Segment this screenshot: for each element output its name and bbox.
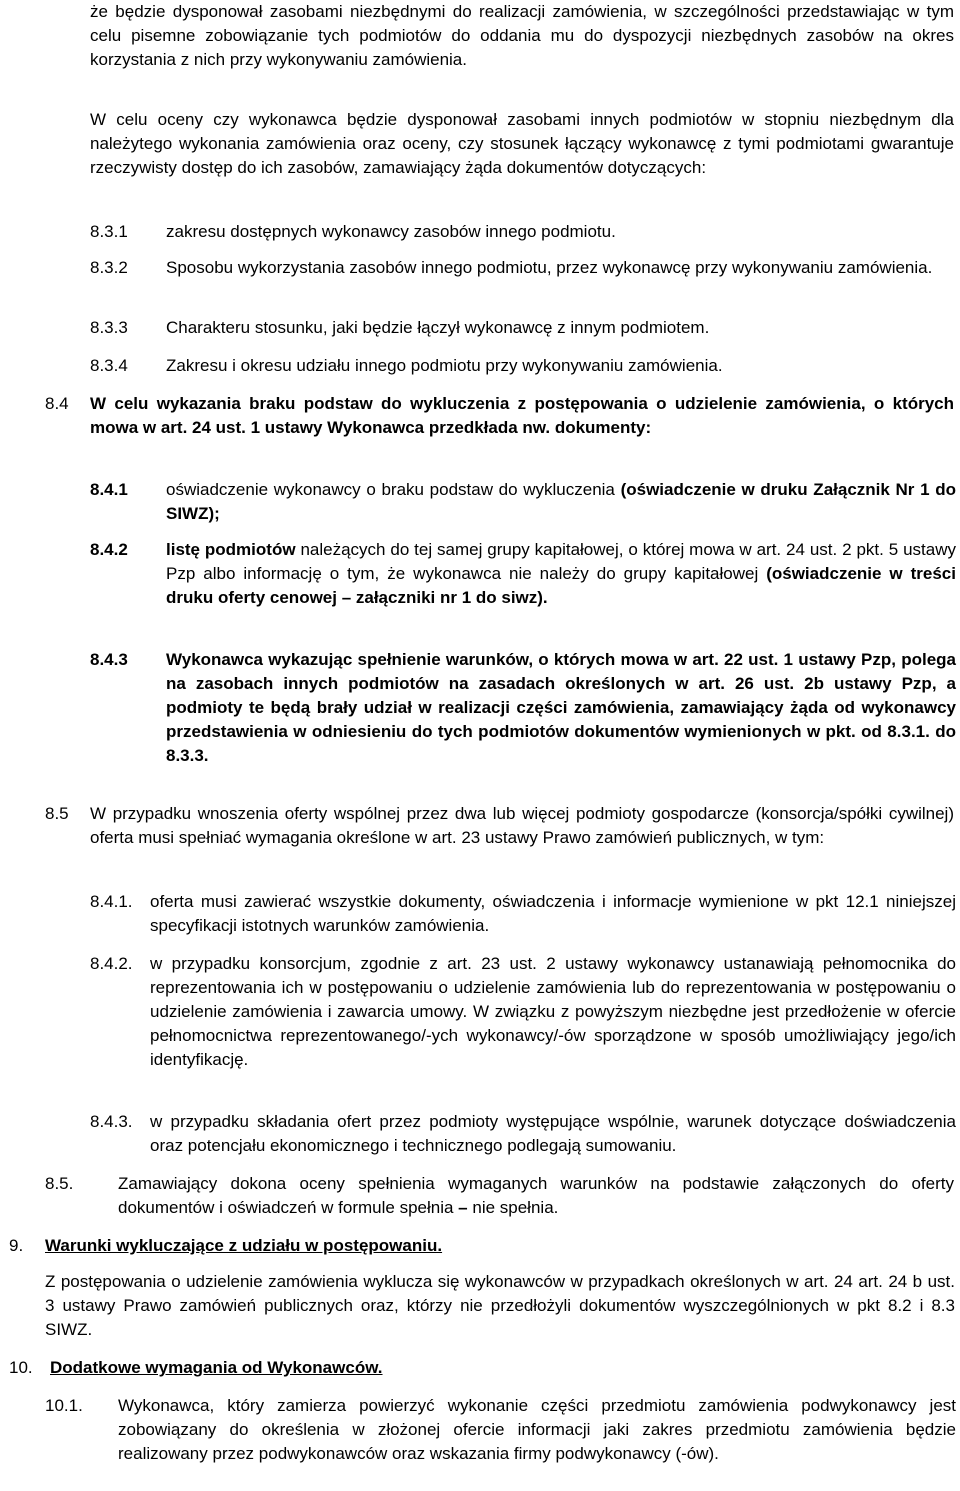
- item-text-8-3-2: Sposobu wykorzystania zasobów innego podmiotu, przez wykonawcę przy wykonywaniu zamówienia.: [166, 258, 933, 277]
- item-text-8-3-1: zakresu dostępnych wykonawcy zasobów innego podmiotu.: [166, 222, 616, 241]
- item-8-4-2-part3: (oświadczenie w treści druku oferty cenowej – załączniki nr 1 do siwz).: [166, 564, 956, 607]
- item-text-10-1: Wykonawca, który zamierza powierzyć wykonanie części przedmiotu zamówienia podwykonawcy jest zobowiązany do określenia w złożonej ofercie informacji jaki zakres przedmiotu zamówienia będzie realizowany przez podwykonawców oraz wskazania firmy podwykonawcy (-ów).: [118, 1396, 956, 1463]
- section-num-8-5: 8.5: [45, 804, 69, 823]
- sub-text-2: w przypadku konsorcjum, zgodnie z art. 23 ust. 2 ustawy wykonawcy ustanawiają pełnomocnika do reprezentowania ich w postępowaniu o udzielenie zamówienia lub do reprezentowania w postępowaniu o udzielenie zamówienia i zawarcia umowy. W związku z powyższym niezbędne jest przedłożenie w ofercie pełnomocnictwa reprezentowanego/-ych wykonawcy/-ów sporządzone w sposób umożliwiający jego/ich identyfikację.: [150, 954, 956, 1069]
- item-num-8-3-3: 8.3.3: [90, 318, 128, 337]
- section-num-8-5-b: 8.5.: [45, 1174, 74, 1193]
- s85b-dash: –: [458, 1198, 468, 1217]
- section-num-10: 10.: [9, 1358, 33, 1377]
- item-8-4-1-part1: oświadczenie wykonawcy o braku podstaw do wykluczenia: [166, 480, 621, 499]
- item-num-8-3-2: 8.3.2: [90, 258, 128, 277]
- item-text-8-3-3: Charakteru stosunku, jaki będzie łączył wykonawcę z innym podmiotem.: [166, 318, 710, 337]
- item-text-8-4-1: [166, 478, 956, 526]
- sub-text-1: oferta musi zawierać wszystkie dokumenty, oświadczenia i informacje wymienione w pkt 12.1 niniejszej specyfikacji istotnych warunków zamówienia.: [150, 892, 956, 935]
- section-num-8-4: 8.4: [45, 394, 69, 413]
- item-num-10-1: 10.1.: [45, 1396, 83, 1415]
- item-text-8-4-2: [166, 538, 956, 610]
- intro-lead: że będzie dysponował zasobami niezbędnymi do realizacji zamówienia, w szczególności przedstawiając w tym celu pisemne zobowiązanie tych podmiotów do oddania mu do dyspozycji niezbędnych zasobów na okres korzystania z nich przy wykonywaniu zamówienia.: [90, 2, 954, 69]
- sub-num-2: 8.4.2.: [90, 954, 133, 973]
- section-text-8-4: W celu wykazania braku podstaw do wykluczenia z postępowania o udzielenie zamówienia, o których mowa w art. 24 ust. 1 ustawy Wykonawca przedkłada nw. dokumenty:: [90, 394, 954, 437]
- item-num-8-4-1: 8.4.1: [90, 480, 128, 499]
- intro-paragraph: W celu oceny czy wykonawca będzie dysponował zasobami innych podmiotów w stopniu niezbędnym dla należytego wykonania zamówienia oraz oceny, czy stosunek łączący wykonawcę z tymi podmiotami gwarantuje rzeczywisty dostęp do ich zasobów, zamawiający żąda dokumentów dotyczących:: [90, 110, 954, 177]
- section-text-8-5: W przypadku wnoszenia oferty wspólnej przez dwa lub więcej podmioty gospodarcze (konsorcja/spółki cywilnej) oferta musi spełniać wymagania określone w art. 23 ustawy Prawo zamówień publicznych, w tym:: [90, 804, 954, 847]
- s85b-part1: Zamawiający dokona oceny spełnienia wymaganych warunków na podstawie załączonych do oferty dokumentów i oświadczeń w formule spełnia: [118, 1174, 954, 1217]
- section-text-9: Z postępowania o udzielenie zamówienia wyklucza się wykonawców w przypadkach określonych w art. 24 art. 24 b ust. 3 ustawy Prawo zamówień publicznych oraz, którzy nie przedłożyli dokumentów wyszczególnionych w pkt 8.2 i 8.3 SIWZ.: [45, 1272, 955, 1339]
- item-text-8-4-3: Wykonawca wykazując spełnienie warunków, o których mowa w art. 22 ust. 1 ustawy Pzp, polega na zasobach innych podmiotów na zasadach określonych w art. 26 ust. 2b ustawy Pzp, a podmioty te będą brały udział w realizacji części zamówienia, zamawiający żąda od wykonawcy przedstawienia w odniesieniu do tych podmiotów dokumentów wymienionych w pkt. od 8.3.1. do 8.3.3.: [166, 650, 956, 765]
- sub-num-3: 8.4.3.: [90, 1112, 133, 1131]
- item-num-8-3-1: 8.3.1: [90, 222, 128, 241]
- item-num-8-4-2: 8.4.2: [90, 540, 128, 559]
- item-8-4-2-part1: listę podmiotów: [166, 540, 296, 559]
- sub-text-3: w przypadku składania ofert przez podmioty występujące wspólnie, warunek dotyczące doświadczenia oraz potencjału ekonomicznego i technicznego podlegają sumowaniu.: [150, 1112, 956, 1155]
- item-8-4-2-part2: należących do tej samej grupy kapitałowej, o której mowa w art. 24 ust. 2 pkt. 5 ustawy Pzp albo informację o tym, że wykonawca nie należy do grupy kapitałowej: [166, 540, 956, 583]
- section-num-9: 9.: [9, 1236, 24, 1255]
- item-num-8-3-4: 8.3.4: [90, 356, 128, 375]
- section-text-8-5-b: [118, 1172, 954, 1220]
- section-heading-9: Warunki wykluczające z udziału w postępowaniu.: [45, 1236, 443, 1255]
- item-num-8-4-3: 8.4.3: [90, 650, 128, 669]
- item-text-8-3-4: Zakresu i okresu udziału innego podmiotu przy wykonywaniu zamówienia.: [166, 356, 723, 375]
- section-heading-10: Dodatkowe wymagania od Wykonawców.: [50, 1358, 383, 1377]
- sub-num-1: 8.4.1.: [90, 892, 133, 911]
- s85b-part3: nie spełnia.: [467, 1198, 559, 1217]
- item-8-4-1-part2: (oświadczenie w druku Załącznik Nr 1 do SIWZ);: [166, 480, 956, 523]
